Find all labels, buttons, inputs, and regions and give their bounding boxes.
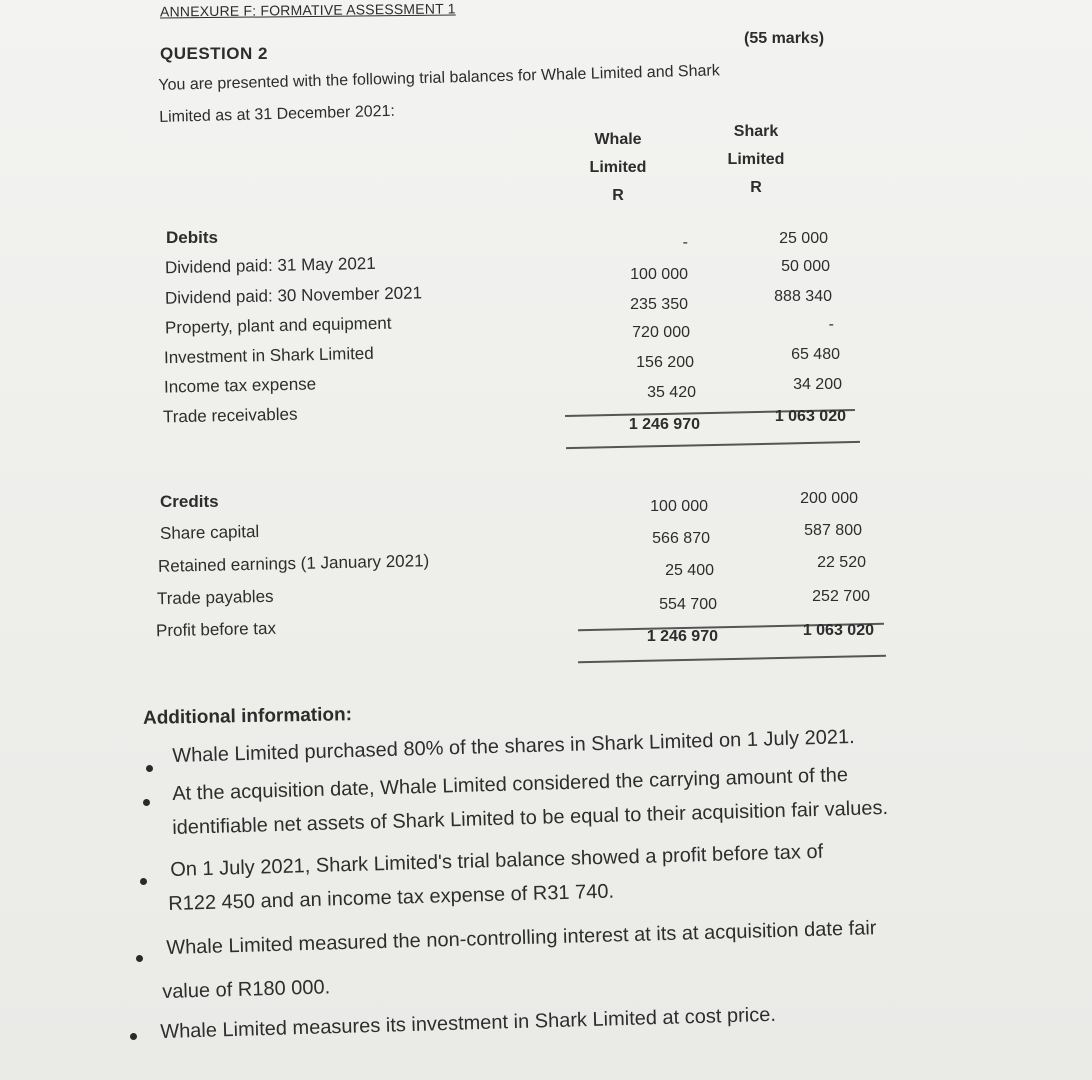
credit-label: Retained earnings (1 January 2021) — [157, 551, 430, 576]
info-bullet-3-line1: On 1 July 2021, Shark Limited's trial balance showed a profit before tax of — [169, 840, 824, 881]
credit-whale-value: 25 400 — [665, 562, 714, 579]
debit-shark-value: 50 000 — [781, 258, 830, 275]
debit-label: Investment in Shark Limited — [163, 343, 374, 368]
info-bullet-1: Whale Limited purchased 80% of the shares in Shark Limited on 1 July 2021. — [171, 725, 855, 767]
credit-label: Profit before tax — [155, 618, 277, 641]
info-bullet-2-line1: At the acquisition date, Whale Limited considered the carrying amount of the — [171, 764, 849, 805]
info-bullet-4-line1: Whale Limited measured the non-controlling interest at its at acquisition date fair — [165, 917, 877, 959]
debit-shark-value: 888 340 — [774, 288, 832, 305]
info-bullet-5: Whale Limited measures its investment in Shark Limited at cost price. — [159, 1003, 777, 1043]
intro-paragraph — [158, 55, 721, 134]
debit-label: Dividend paid: 30 November 2021 — [164, 283, 423, 308]
debit-shark-value: 25 000 — [779, 230, 828, 247]
bullet-icon — [146, 765, 153, 772]
credits-total-rule — [578, 655, 886, 663]
additional-info-title: Additional information: — [142, 704, 353, 729]
shark-header-line1: Shark — [733, 123, 779, 140]
debit-label: Dividend paid: 31 May 2021 — [164, 253, 376, 278]
marks-label: (55 marks) — [744, 30, 825, 47]
whale-header-unit: R — [612, 187, 624, 204]
shark-header-unit: R — [750, 179, 762, 196]
debits-total-rule — [566, 441, 860, 449]
debit-whale-value: 720 000 — [632, 324, 690, 341]
credit-shark-value: 200 000 — [800, 490, 858, 507]
debit-shark-value: - — [828, 316, 834, 333]
bullet-icon — [140, 878, 147, 885]
whale-header-line2: Limited — [589, 159, 647, 176]
debit-whale-value: 156 200 — [636, 354, 694, 371]
debit-whale-value: 235 350 — [630, 296, 688, 313]
credit-shark-value: 587 800 — [804, 522, 862, 539]
annexure-header: ANNEXURE F: FORMATIVE ASSESSMENT 1 — [159, 0, 456, 20]
credits-heading: Credits — [160, 492, 219, 511]
debit-shark-value: 34 200 — [793, 376, 842, 393]
question-title: QUESTION 2 — [160, 44, 268, 63]
credit-shark-value: 22 520 — [817, 554, 866, 571]
debit-label: Property, plant and equipment — [164, 313, 392, 338]
credit-label: Share capital — [159, 521, 260, 544]
info-bullet-3-line2: R122 450 and an income tax expense of R31 740. — [167, 880, 615, 915]
bullet-icon — [143, 799, 150, 806]
credit-whale-value: 554 700 — [659, 596, 717, 613]
debits-total-whale: 1 246 970 — [628, 416, 700, 433]
whale-column-header — [578, 126, 658, 210]
whale-header-line1: Whale — [594, 131, 642, 148]
debit-whale-value: 35 420 — [647, 384, 696, 401]
shark-header-line2: Limited — [727, 151, 785, 168]
info-bullet-4-line2: value of R180 000. — [161, 976, 331, 1003]
intro-line-1: You are presented with the following trial balances for Whale Limited and Shark — [158, 62, 720, 94]
credit-whale-value: 100 000 — [650, 498, 708, 515]
credit-label: Trade payables — [156, 586, 274, 609]
intro-line-2: Limited as at 31 December 2021: — [159, 102, 396, 126]
credit-whale-value: 566 870 — [652, 530, 710, 547]
debit-shark-value: 65 480 — [791, 346, 840, 363]
debits-total-shark: 1 063 020 — [774, 408, 846, 425]
debit-whale-value: - — [682, 234, 688, 251]
bullet-icon — [136, 955, 143, 962]
info-bullet-2-line2: identifiable net assets of Shark Limited to be equal to their acquisition fair values. — [171, 797, 889, 839]
shark-column-header — [716, 118, 796, 202]
debits-heading: Debits — [166, 228, 218, 247]
debit-whale-value: 100 000 — [630, 266, 688, 283]
credits-total-shark: 1 063 020 — [802, 622, 874, 639]
bullet-icon — [130, 1033, 137, 1040]
credits-total-whale: 1 246 970 — [646, 628, 718, 645]
debit-label: Trade receivables — [162, 404, 298, 427]
debit-label: Income tax expense — [163, 374, 317, 397]
credit-shark-value: 252 700 — [812, 588, 870, 605]
